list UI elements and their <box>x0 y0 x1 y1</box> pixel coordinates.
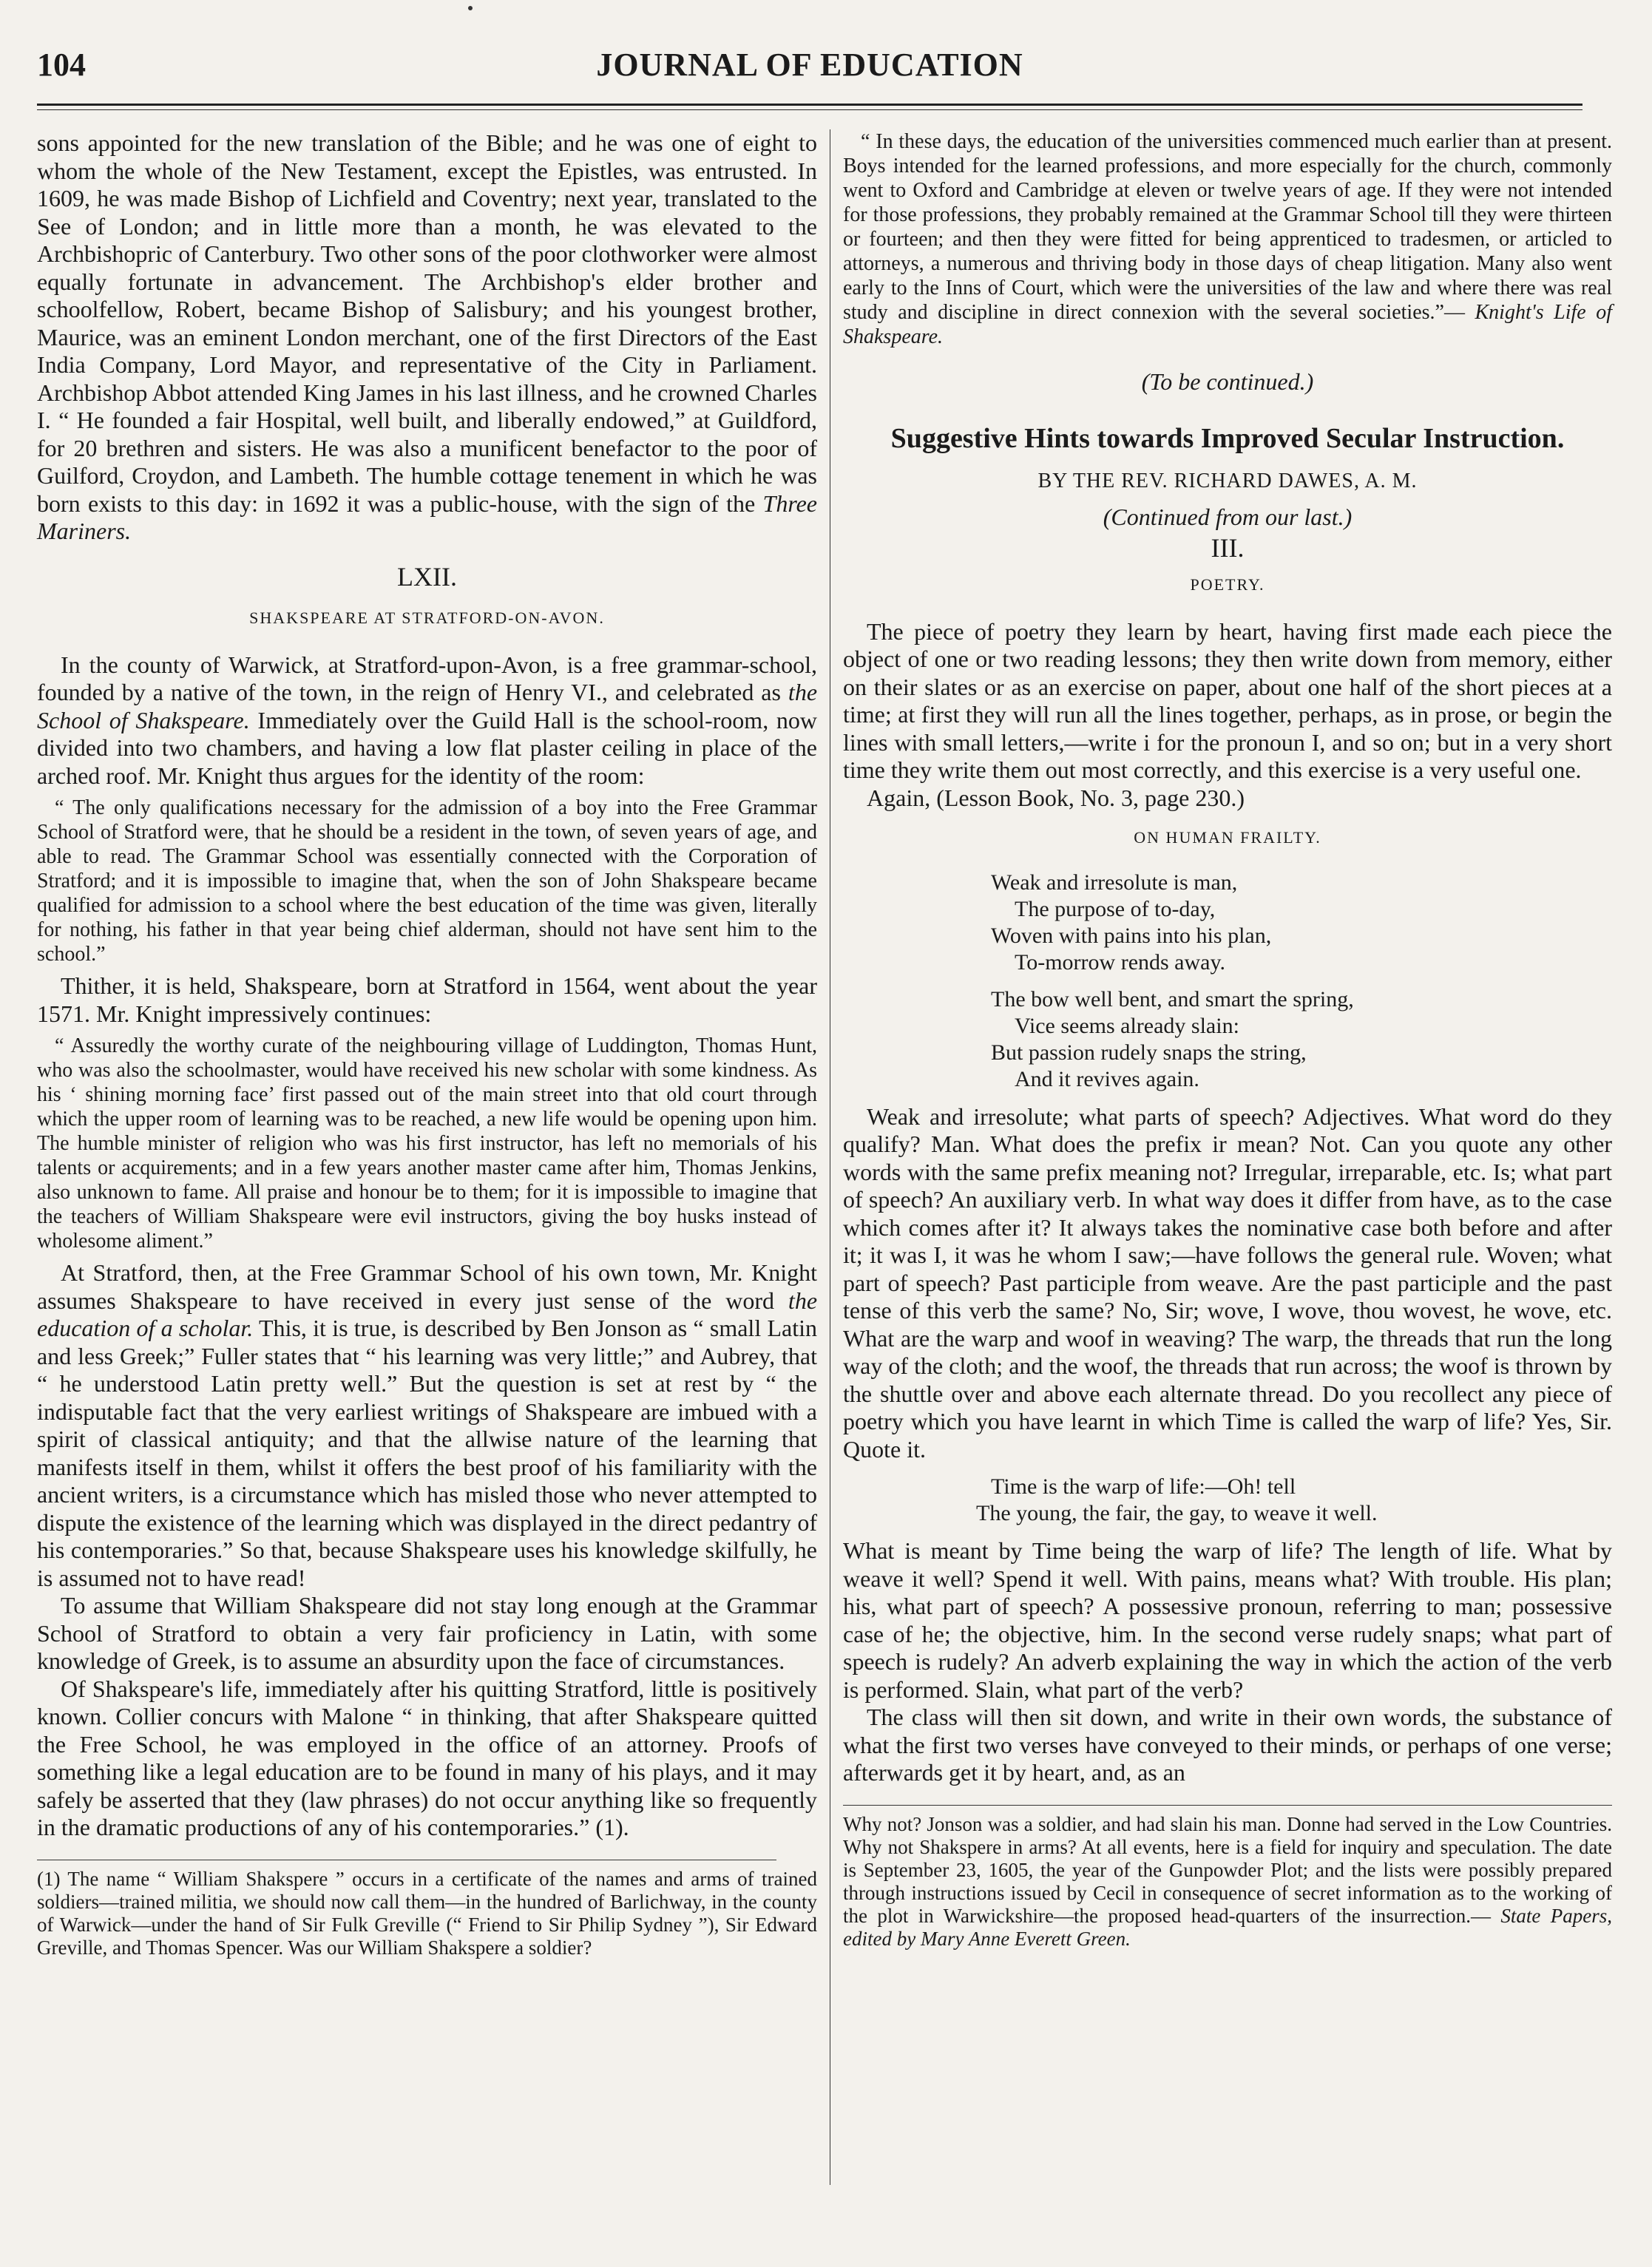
paragraph: Again, (Lesson Book, No. 3, page 230.) <box>867 784 1245 811</box>
to-be-continued: (To be continued.) <box>1141 368 1314 395</box>
footnote-rule <box>843 1805 1612 1806</box>
paragraph: The class will then sit down, and write in their own words, the substance of what the first two verses have conveyed to their minds, or perhaps of one verse; afterwards get it by heart, and, as an <box>843 1704 1612 1786</box>
paragraph: To assume that William Shakspeare did not stay long enough at the Grammar School of Stratford to obtain a very fair proficiency in Latin, with some knowledge of Greek, is to assume an absurdity upon the face of circumstances. <box>37 1592 817 1674</box>
paragraph: Weak and irresolute; what parts of speech? Adjectives. What word do they qualify? Man. What does the prefix ir mean? Not. Can you quote any other words with the same prefix meaning not? Irregular, irreparable, etc. Is; what part of speech? An auxiliary verb. In what way does it differ from have, as to the case which comes after it? It always takes the nominative case both before and after it; it was I, it was he whom I saw;—have follows the general rule. Woven; what part of speech? Past participle from weave. Are the past participle and the past tense of this verb the same? No, Sir; wove, I wove, thou wovest, he wove, etc. What are the warp and woof in weaving? The warp, the threads that run the long way of the cloth; and the woof, the threads that run across; the woof is thrown by the shuttle over and above each alternate thread. Do you recollect any piece of poetry which you have learnt in which Time is called the warp of life? Yes, Sir. Quote it. <box>843 1102 1612 1463</box>
left-column <box>37 129 817 1959</box>
header-rule-thin <box>37 109 1582 110</box>
article-title: Suggestive Hints towards Improved Secular Instruction. <box>890 422 1565 454</box>
poem-title: ON HUMAN FRAILTY. <box>1134 828 1321 847</box>
paragraph: What is meant by Time being the warp of life? The length of life. What by weave it well? Spend it well. With pains, means what? With trouble. His plan; his, what part of speech? A possessive pronoun, referring to man; possessive case of he; the objective, him. In the second verse rudely snaps; what part of speech is rudely? An adverb explaining the way in which the action of the verb is performed. Slain, what part of the verb? <box>843 1537 1612 1703</box>
paragraph: The piece of poetry they learn by heart, having first made each piece the object of one or two reading lessons; they then write down from memory, either on their slates or as an exercise on paper, about one half of the short pieces at a time; at first they will run all the lines together, perhaps, as in prose, or begin the lines with small letters,—write i for the pronoun I, and so on; but in a very short time they write them out most correctly, and this exercise is a very useful one. <box>843 617 1612 783</box>
continued-note: (Continued from our last.) <box>1103 504 1353 530</box>
page-header <box>37 46 1582 105</box>
running-head: JOURNAL OF EDUCATION <box>596 47 1023 83</box>
footnote: Why not? Jonson was a soldier, and had slain his man. Donne had served in the Low Countries. Why not Shakspere in arms? At all events, here is a field for inquiry and speculation. The date is September 23, 1605, the year of the Gunpowder Plot; and the lists were possibly prepared through instructions issued by Cecil in consequence of secret information as to the working of the plot in Warwickshire—the proposed head-quarters of the insurrection.— State Papers, edited by Mary Anne Everett Green. <box>843 1812 1613 1950</box>
paragraph: In the county of Warwick, at Stratford-upon-Avon, is a free grammar-school, founded by a native of the town, in the reign of Henry VI., and celebrated as the School of Shakspeare. Immediately over the Guild Hall is the school-room, now divided into two chambers, and having a low flat plaster ceiling in place of the arched roof. Mr. Knight thus argues for the identity of the room: <box>37 651 818 789</box>
paragraph: sons appointed for the new translation of the Bible; and he was one of eight to whom the whole of the New Testament, except the Epistles, was entrusted. In 1609, he was made Bishop of Lichfield and Coventry; next year, translated to the See of London; and in little more than a month, he was elevated to the Archbishopric of Canterbury. Two other sons of the poor clothworker were almost equally fortunate in advancement. The Archbishop's elder brother and schoolfellow, Robert, became Bishop of Salisbury; and his youngest brother, Maurice, was an eminent London merchant, one of the first Directors of the East India Company, Lord Mayor, and representative of the City in Parliament. Archbishop Abbot attended King James in his last illness, and he crowned Charles I. “ He founded a fair Hospital, well built, and liberally endowed,” at Guildford, for 20 brethren and sisters. He was also a munificent benefactor to the poor of Guilford, Croydon, and Lambeth. The humble cottage tenement in which he was born exists to this day: in 1692 it was a public-house, with the sign of the Three Mariners. <box>37 129 817 544</box>
header-rule <box>37 104 1582 106</box>
couplet: Time is the warp of life:—Oh! tell The young, the fair, the gay, to weave it well. <box>976 1474 1378 1525</box>
block-quote: “ In these days, the education of the universities commenced much earlier than at present. Boys intended for the learned professions, and more especially for the church, commonly went to Oxford and Cambridge at eleven or twelve years of age. If they were not intended for those professions, they probably remained at the Grammar School till they were thirteen or fourteen; and then they were fitted for being apprenticed to tradesmen, or articled to attorneys, a numerous and thriving body in those days of cheap litigation. Many also went early to the Inns of Court, which were the universities of the law and where there was real study and discipline in direct connexion with the several societies.”— Knight's Life of Shakspeare. <box>843 130 1612 348</box>
block-quote: “ The only qualifications necessary for the admission of a boy into the Free Grammar School of Stratford were, that he should be a resident in the town, of seven years of age, and able to read. The Grammar School was essentially connected with the Corporation of Stratford; and it is impossible to imagine that, when the son of John Shakspeare became qualified for admission to a school where the best education of the time was given, literally for nothing, his father in that year being chief alderman, should not have sent him to the school.” <box>37 796 817 966</box>
section-number: III. <box>1211 532 1245 563</box>
block-quote: “ Assuredly the worthy curate of the neighbouring village of Luddington, Thomas Hunt, who was also the schoolmaster, would have received his new scholar with some kindness. As his ‘ shining morning face’ first passed out of the main street into that old court through which the upper room of learning was to be reached, a new life would be opening upon him. The humble minister of religion who was his first instructor, has left no memorials of his talents or acquirements; and in a few years another master came after him, Thomas Jenkins, also unknown to fame. All praise and honour be to them; for it is impossible to imagine that the teachers of William Shakspeare were evil instructors, giving the boy husks instead of wholesome aliment.” <box>37 1034 817 1253</box>
paragraph: Of Shakspeare's life, immediately after his quitting Stratford, little is positively known. Collier concurs with Malone “ in thinking, that after Shakspeare quitted the Free School, he was employed in the office of an attorney. Proofs of something like a legal education are to be found in many of his plays, and it may safely be asserted that they (law phrases) do not occur anything like so frequently in the dramatic productions of any of his contemporaries.” (1). <box>37 1675 817 1840</box>
paragraph: Thither, it is held, Shakspeare, born at Stratford in 1564, went about the year 1571. Mr. Knight impressively continues: <box>37 972 817 1027</box>
section-title: SHAKSPEARE AT STRATFORD-ON-AVON. <box>249 609 605 627</box>
ink-speck <box>468 6 473 10</box>
section-number: LXII. <box>397 561 457 592</box>
section-title: POETRY. <box>1190 575 1265 594</box>
paragraph: At Stratford, then, at the Free Grammar School of his own town, Mr. Knight assumes Shakspeare to have received in every just sense of the word the education of a scholar. This, it is true, is described by Ben Jonson as “ small Latin and less Greek;” Fuller states that “ his learning was very little;” and Aubrey, that “ he understood Latin pretty well.” But the question is set at rest by “ the indisputable fact that the very earliest writings of Shakspeare are imbued with a spirit of classical antiquity; and that the allwise nature of the learning that manifests itself in them, whilst it offers the best proof of his familiarity with the ancient writers, is a circumstance which has misled those who never attempted to dispute the existence of the learning which was displayed in the direct pedantry of his contemporaries.” So that, because Shakspeare uses his knowledge skilfully, he is assumed not to have read! <box>37 1259 818 1591</box>
page-number: 104 <box>37 47 86 83</box>
byline: BY THE REV. RICHARD DAWES, A. M. <box>1037 469 1418 492</box>
poem-stanza: The bow well bent, and smart the spring, Vice seems already slain: But passion rudely snaps the string, And it revives again. <box>991 986 1354 1091</box>
footnote: (1) The name “ William Shakspere ” occurs in a certificate of the names and arms of trained soldiers—trained militia, we should now call them—in the hundred of Barlichway, in the county of Warwick—under the hand of Sir Fulk Greville (“ Friend to Sir Philip Sydney ”), Sir Edward Greville, and Thomas Spencer. Was our William Shakspere a soldier? <box>37 1867 817 1959</box>
right-column <box>843 129 1612 1951</box>
poem-stanza: Weak and irresolute is man, The purpose of to-day, Woven with pains into his plan, To-morrow rends away. <box>991 870 1272 975</box>
